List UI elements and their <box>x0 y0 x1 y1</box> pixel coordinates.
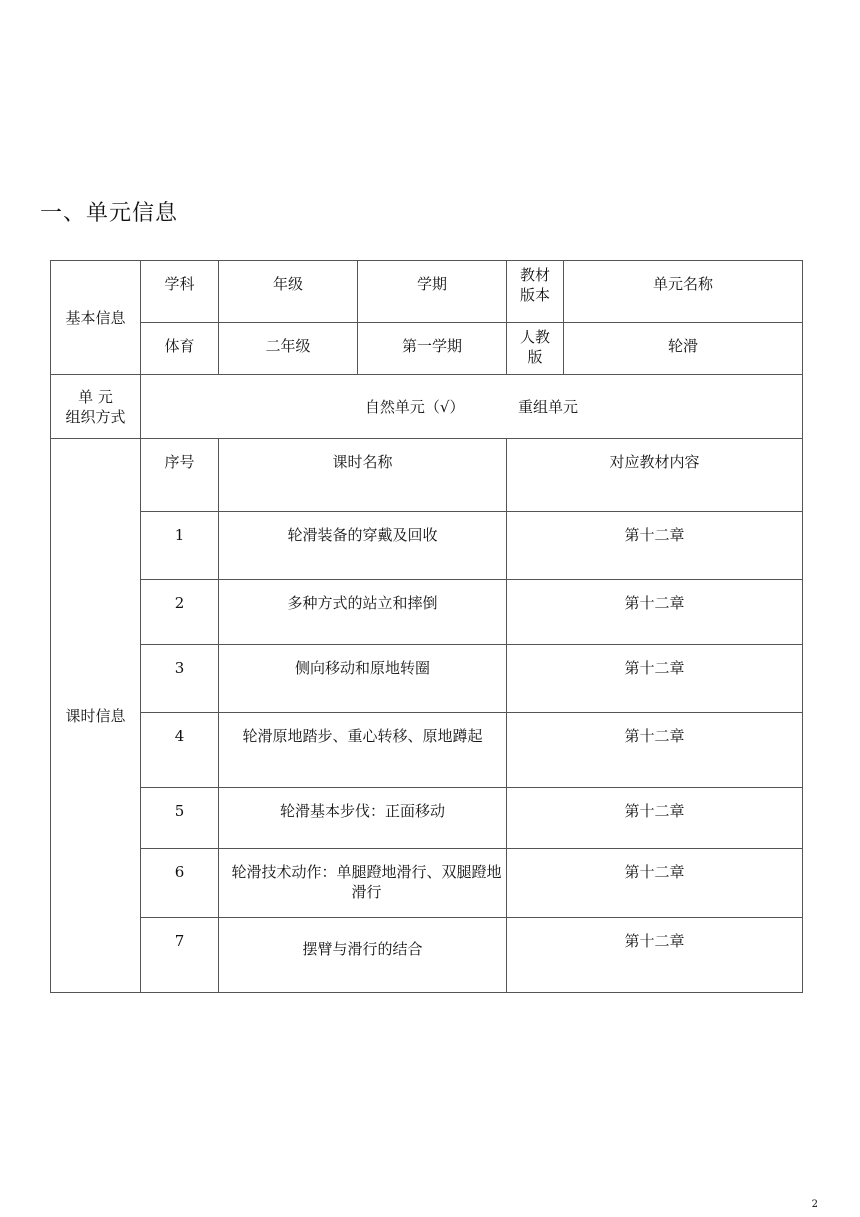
header-subject: 学科 <box>141 261 219 323</box>
table-row <box>51 849 803 918</box>
lesson-content: 第十二章 <box>507 918 803 993</box>
lesson-content: 第十二章 <box>507 713 803 788</box>
lesson-content: 第十二章 <box>507 512 803 580</box>
table-row <box>51 713 803 788</box>
unit-info-table <box>50 260 803 993</box>
value-unit-name: 轮滑 <box>564 323 803 375</box>
lesson-name: 轮滑原地踏步、重心转移、原地蹲起 <box>219 713 507 788</box>
header-textbook-version: 教材版本 <box>507 261 564 323</box>
lesson-content: 第十二章 <box>507 849 803 918</box>
lesson-content: 第十二章 <box>507 580 803 645</box>
lesson-name: 轮滑技术动作：单腿蹬地滑行、双腿蹬地滑行 <box>219 849 507 918</box>
header-grade: 年级 <box>219 261 358 323</box>
table-row <box>51 788 803 849</box>
lesson-content: 第十二章 <box>507 788 803 849</box>
page-number: 2 <box>811 1199 818 1210</box>
table-row <box>51 580 803 645</box>
lesson-info-label: 课时信息 <box>51 439 141 993</box>
lesson-no: 3 <box>141 645 219 713</box>
value-subject: 体育 <box>141 323 219 375</box>
header-textbook-content: 对应教材内容 <box>507 439 803 512</box>
header-unit-name: 单元名称 <box>564 261 803 323</box>
value-semester: 第一学期 <box>358 323 507 375</box>
lesson-name: 侧向移动和原地转圈 <box>219 645 507 713</box>
lesson-no: 6 <box>141 849 219 918</box>
natural-unit-option: 自然单元（√） <box>364 397 465 416</box>
header-semester: 学期 <box>358 261 507 323</box>
value-textbook-version: 人教版 <box>507 323 564 375</box>
table-row <box>51 512 803 580</box>
unit-org-label: 单 元 组织方式 <box>51 375 141 439</box>
header-lesson-name: 课时名称 <box>219 439 507 512</box>
lesson-no: 5 <box>141 788 219 849</box>
lesson-name: 多种方式的站立和摔倒 <box>219 580 507 645</box>
lesson-name: 轮滑装备的穿戴及回收 <box>219 512 507 580</box>
lesson-no: 1 <box>141 512 219 580</box>
lesson-name: 轮滑基本步伐：正面移动 <box>219 788 507 849</box>
header-seq: 序号 <box>141 439 219 512</box>
table-row <box>51 645 803 713</box>
lesson-name: 摆臂与滑行的结合 <box>219 918 507 993</box>
lesson-no: 7 <box>141 918 219 993</box>
regroup-unit-option: 重组单元 <box>518 397 579 416</box>
lesson-no: 4 <box>141 713 219 788</box>
lesson-content: 第十二章 <box>507 645 803 713</box>
table-row <box>51 918 803 993</box>
section-title: 一、单元信息 <box>40 201 179 226</box>
unit-org-options <box>141 375 803 439</box>
value-grade: 二年级 <box>219 323 358 375</box>
lesson-no: 2 <box>141 580 219 645</box>
basic-info-label: 基本信息 <box>51 261 141 375</box>
